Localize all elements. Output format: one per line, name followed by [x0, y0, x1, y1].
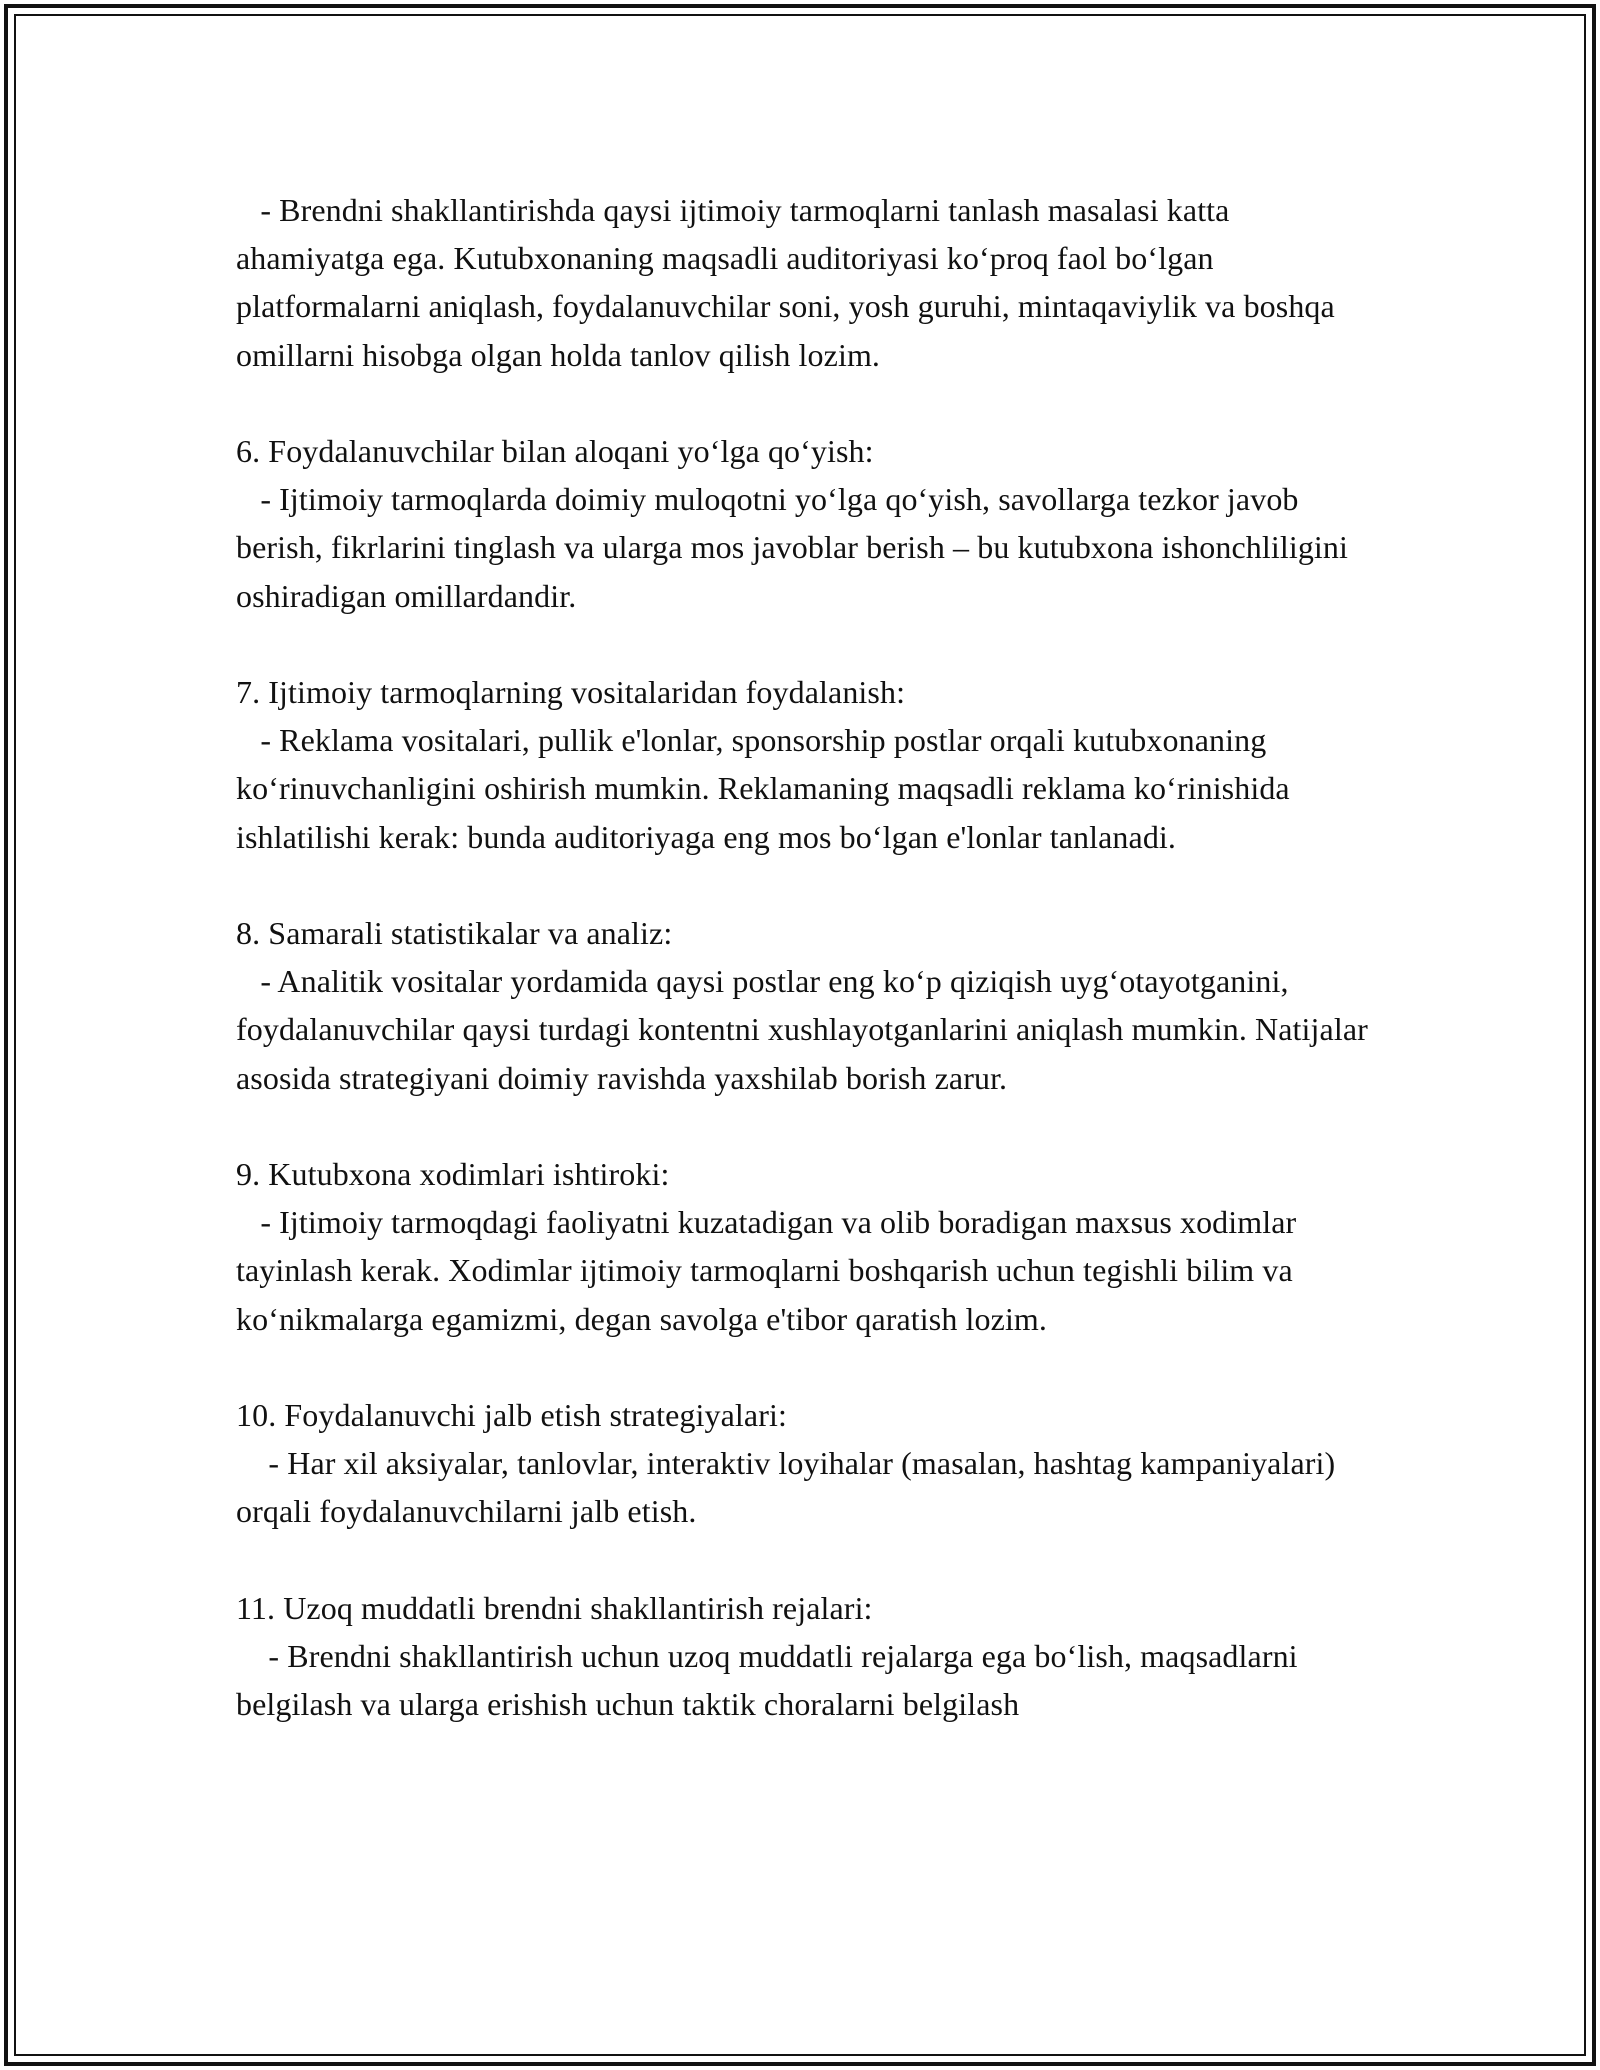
section-body: - Ijtimoiy tarmoqdagi faoliyatni kuzatadigan va olib boradigan maxsus xodimlar tayinlash kerak. Xodimlar ijtimoiy tarmoqlarni boshqarish uchun tegishli bilim va ko‘nikmalarga egamizmi, degan savolga e'tibor qaratish lozim. [236, 1204, 1305, 1337]
section-body: - Brendni shakllantirishda qaysi ijtimoiy tarmoqlarni tanlash masalasi katta ahamiyatga ega. Kutubxonaning maqsadli auditoriyasi ko‘proq faol bo‘lgan platformalarni aniqlash, foydalanuvchilar soni, yosh guruhi, mintaqaviylik va boshqa omillarni hisobga olgan holda tanlov qilish lozim. [236, 192, 1343, 373]
section-heading: 7. Ijtimoiy tarmoqlarning vositalaridan foydalanish: [236, 674, 906, 710]
section-body: - Brendni shakllantirish uchun uzoq muddatli rejalarga ega bo‘lish, maqsadlarni belgilash va ularga erishish uchun taktik choralarni belgilash [236, 1638, 1306, 1723]
section-7 [236, 668, 1386, 861]
section-8 [236, 909, 1386, 1102]
section-heading: 10. Foydalanuvchi jalb etish strategiyalari: [236, 1397, 787, 1433]
section-heading: 8. Samarali statistikalar va analiz: [236, 915, 673, 951]
section-heading: 6. Foydalanuvchilar bilan aloqani yo‘lga qo‘yish: [236, 433, 874, 469]
section-intro [236, 186, 1386, 379]
section-9 [236, 1150, 1386, 1343]
section-heading: 11. Uzoq muddatli brendni shakllantirish rejalari: [236, 1589, 873, 1626]
section-body: - Analitik vositalar yordamida qaysi postlar eng ko‘p qiziqish uyg‘otayotganini, foydalanuvchilar qaysi turdagi kontentni xushlayotganlarini aniqlash mumkin. Natijalar asosida strategiyani doimiy ravishda yaxshilab borish zarur. [236, 963, 1376, 1096]
section-body: - Har xil aksiyalar, tanlovlar, interaktiv loyihalar (masalan, hashtag kampaniyalari) orqali foydalanuvchilarni jalb etish. [236, 1445, 1344, 1530]
section-heading: 9. Kutubxona xodimlari ishtiroki: [236, 1156, 670, 1192]
section-10 [236, 1391, 1386, 1536]
document-content [236, 186, 1386, 1777]
section-body: - Ijtimoiy tarmoqlarda doimiy muloqotni yo‘lga qo‘yish, savollarga tezkor javob berish, fikrlarini tinglash va ularga mos javoblar berish – bu kutubxona ishonchliligini oshiradigan omillardandir. [236, 481, 1357, 614]
section-6 [236, 427, 1386, 620]
section-11 [236, 1584, 1386, 1729]
section-body: - Reklama vositalari, pullik e'lonlar, sponsorship postlar orqali kutubxonaning ko‘rinuvchanligini oshirish mumkin. Reklamaning maqsadli reklama ko‘rinishida ishlatilishi kerak: bunda auditoriyaga eng mos bo‘lgan e'lonlar tanlanadi. [236, 722, 1298, 855]
